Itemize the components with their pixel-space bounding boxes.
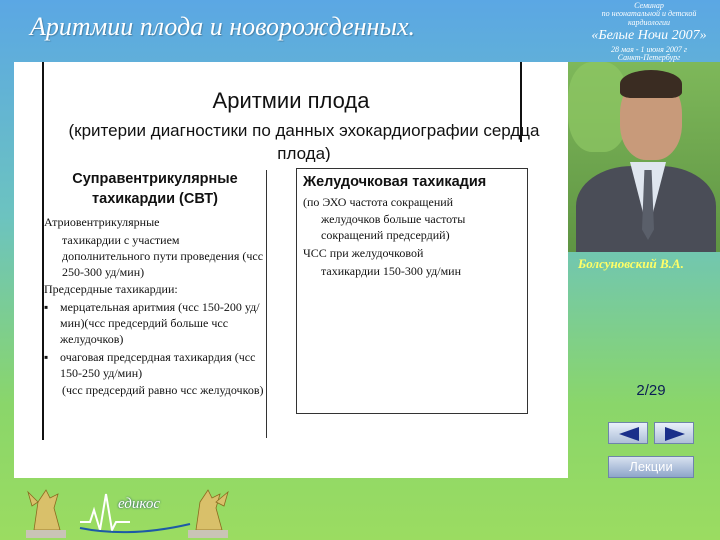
page-counter: 2/29	[636, 382, 666, 399]
left-item-6: (чсс предсердий равно чсс желудочков)	[62, 383, 264, 398]
left-item-4-text: мерцательная аритмия (чсс 150-200 уд/мин)(чсс предсердий больше чсс желудочков)	[60, 300, 260, 346]
conference-dates: 28 мая - 1 июня 2007 г	[611, 44, 687, 54]
conference-line3: кардиологии	[628, 17, 670, 27]
left-item-5-text: очаговая предсердная тахикардия (чсс 150-250 уд/мин)	[60, 349, 256, 380]
triangle-left-icon	[615, 426, 643, 442]
right-column	[296, 168, 528, 414]
right-column-heading: Желудочковая тахикадия	[303, 174, 487, 190]
slide-subtitle: (критерии диагностики по данных эхокардиографии сердца плода)	[68, 121, 540, 162]
left-column-divider	[266, 170, 267, 438]
author-photo	[568, 62, 720, 252]
right-item-1: (по ЭХО частота сокращений	[303, 194, 454, 209]
left-item-3: Предсердные тахикардии:	[44, 282, 178, 297]
conference-city: Санкт-Петербург	[617, 53, 681, 63]
author-name: Болсуновский В.А.	[578, 256, 684, 271]
photo-hair	[620, 70, 682, 98]
right-item-2: желудочков больше частоты сокращений предсердий)	[321, 212, 466, 243]
left-column-heading: Суправентрикулярные тахикардии (СВТ)	[72, 171, 238, 207]
left-item-2: тахикардии с участием дополнительного пути проведения (чсс 250-300 уд/мин)	[62, 232, 264, 279]
left-item-4	[44, 300, 266, 347]
slide-title: Аритмии плода	[212, 88, 370, 113]
conference-line2: по неонатальной и детской	[601, 9, 697, 19]
conference-name: «Белые Ночи 2007»	[591, 28, 707, 44]
left-heading-wrap	[44, 168, 266, 213]
conference-info	[578, 2, 720, 63]
header-title: Аритмии плода и новорожденных.	[30, 12, 416, 41]
slide-panel	[14, 62, 568, 478]
next-slide-button[interactable]	[654, 422, 694, 444]
photo-foliage	[568, 62, 628, 152]
left-item-5	[44, 350, 266, 382]
logo-text: едикос	[118, 496, 160, 512]
lectures-button[interactable]: Лекции	[608, 456, 694, 478]
prev-slide-button[interactable]	[608, 422, 648, 444]
conference-line1: Семинар	[634, 1, 664, 10]
right-item-3: ЧСС при желудочковой	[303, 246, 424, 261]
bullet-icon: ▪	[44, 300, 49, 315]
left-item-1: Атриовентрикулярные	[44, 215, 160, 230]
triangle-right-icon	[661, 426, 689, 442]
right-item-4: тахикардии 150-300 уд/мин	[321, 263, 462, 278]
left-column	[44, 168, 266, 399]
bullet-icon: ▪	[44, 349, 49, 364]
